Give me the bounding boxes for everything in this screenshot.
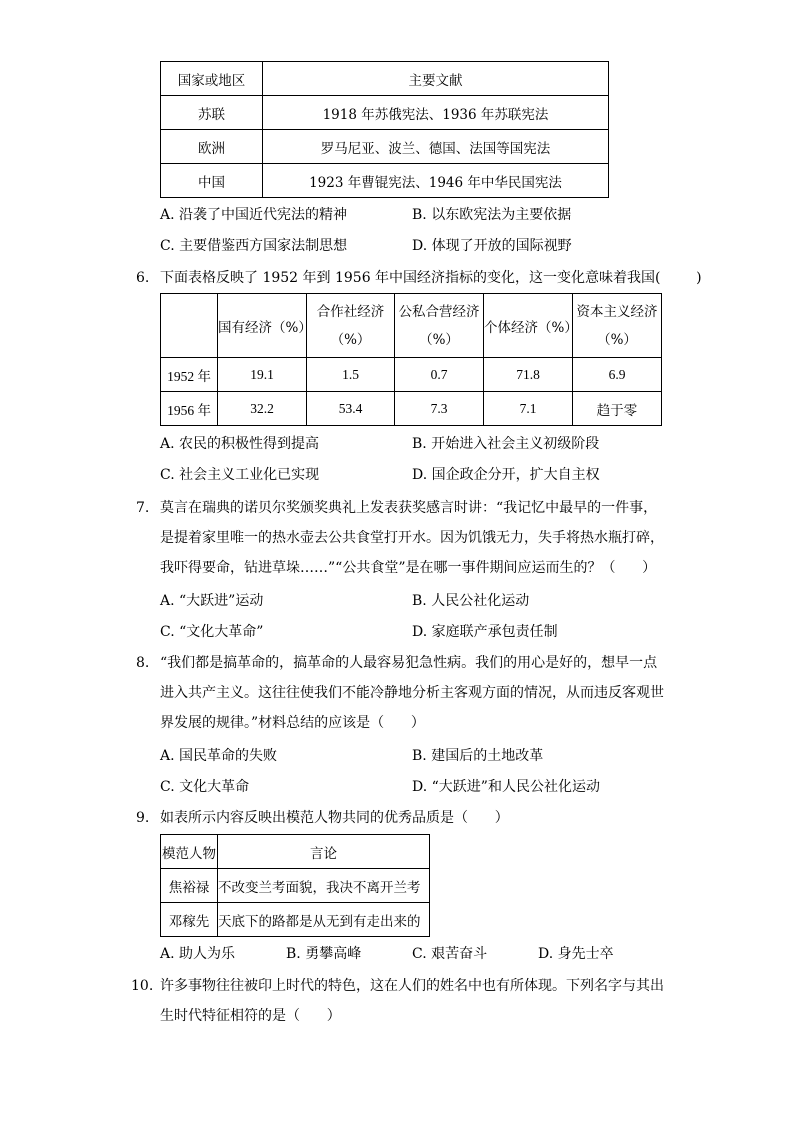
q6-table-cell: 趋于零 xyxy=(573,392,662,426)
q9-number: 9. xyxy=(136,810,150,826)
q6-option-d: D. 国企政企分开，扩大自主权 xyxy=(412,467,600,483)
q5-option-c: C. 主要借鉴西方国家法制思想 xyxy=(160,238,348,254)
q6-table-cell: 53.4 xyxy=(307,392,395,426)
q8-option-d: D. “大跃进”和人民公社化运动 xyxy=(412,779,600,795)
q6-table-header: 公私合营经济 （%） xyxy=(395,294,484,358)
q5-table-cell: 罗马尼亚、波兰、德国、法国等国宪法 xyxy=(263,130,609,164)
q6-row-year: 1952 年 xyxy=(161,358,218,392)
q7-number: 7. xyxy=(136,500,150,516)
q7-option-c: C. “文化大革命” xyxy=(160,624,264,640)
q8-option-a: A. 国民革命的失败 xyxy=(160,748,278,764)
q5-table-cell: 苏联 xyxy=(161,96,263,130)
q5-table-cell: 1923 年曹锟宪法、1946 年中华民国宪法 xyxy=(263,164,609,198)
q6-table-cell: 71.8 xyxy=(484,358,573,392)
q6-stem: 下面表格反映了 1952 年到 1956 年中国经济指标的变化，这一变化意味着我国( ) xyxy=(160,270,702,286)
q7-option-b: B. 人民公社化运动 xyxy=(412,593,530,609)
q6-table-cell: 32.2 xyxy=(218,392,307,426)
q10-stem-line: 生时代特征相符的是（ ） xyxy=(160,1008,341,1024)
q6-option-a: A. 农民的积极性得到提高 xyxy=(160,436,320,452)
q9-option-b: B. 勇攀高峰 xyxy=(286,946,362,962)
q6-option-b: B. 开始进入社会主义初级阶段 xyxy=(412,436,600,452)
q6-table-cell: 7.3 xyxy=(395,392,484,426)
q6-table-cell: 1.5 xyxy=(307,358,395,392)
q9-model-figures-table xyxy=(160,834,430,937)
q6-table-cell: 19.1 xyxy=(218,358,307,392)
q5-table-header-documents: 主要文献 xyxy=(263,62,609,96)
q6-table-cell: 0.7 xyxy=(395,358,484,392)
q8-stem-line: “我们都是搞革命的，搞革命的人最容易犯急性病。我们的用心是好的，想早一点 xyxy=(160,655,658,671)
q7-option-d: D. 家庭联产承包责任制 xyxy=(412,624,558,640)
q8-option-b: B. 建国后的土地改革 xyxy=(412,748,544,764)
q9-option-a: A. 助人为乐 xyxy=(160,946,236,962)
q8-stem-line: 进入共产主义。这往往使我们不能冷静地分析主客观方面的情况，从而违反客观世 xyxy=(160,685,664,701)
q5-table-cell: 欧洲 xyxy=(161,130,263,164)
q9-table-cell: 焦裕禄 xyxy=(161,869,218,903)
q10-number: 10. xyxy=(131,978,154,994)
q5-table-header-region: 国家或地区 xyxy=(161,62,263,96)
q6-number: 6. xyxy=(136,270,150,286)
q9-table-cell: 天底下的路都是从无到有走出来的 xyxy=(218,903,430,937)
q8-number: 8. xyxy=(136,655,150,671)
q9-stem: 如表所示内容反映出模范人物共同的优秀品质是（ ） xyxy=(160,810,509,826)
q6-table-header: 资本主义经济 （%） xyxy=(573,294,662,358)
q7-option-a: A. “大跃进”运动 xyxy=(160,593,264,609)
q6-table-header: 个体经济（%） xyxy=(484,294,573,358)
q5-option-b: B. 以东欧宪法为主要依据 xyxy=(412,207,572,223)
q9-table-cell: 邓稼先 xyxy=(161,903,218,937)
q9-table-header-figure: 模范人物 xyxy=(161,835,218,869)
q8-stem-line: 界发展的规律。”材料总结的应该是（ ） xyxy=(160,715,425,731)
q7-stem-line: 是提着家里唯一的热水壶去公共食堂打开水。因为饥饿无力，失手将热水瓶打碎， xyxy=(160,530,664,546)
q5-option-a: A. 沿袭了中国近代宪法的精神 xyxy=(160,207,348,223)
q9-table-header-quote: 言论 xyxy=(218,835,430,869)
q6-table-header: 国有经济（%） xyxy=(218,294,307,358)
q10-stem-line: 许多事物往往被印上时代的特色，这在人们的姓名中也有所体现。下列名字与其出 xyxy=(160,978,664,994)
q6-row-year: 1956 年 xyxy=(161,392,218,426)
q9-table-cell: 不改变兰考面貌，我决不离开兰考 xyxy=(218,869,430,903)
q5-table xyxy=(160,61,609,198)
q9-option-d: D. 身先士卒 xyxy=(538,946,614,962)
q5-option-d: D. 体现了开放的国际视野 xyxy=(412,238,572,254)
q6-economy-table xyxy=(160,293,662,426)
q5-table-cell: 中国 xyxy=(161,164,263,198)
q9-option-c: C. 艰苦奋斗 xyxy=(412,946,488,962)
q6-table-header: 合作社经济 （%） xyxy=(307,294,395,358)
q6-table-cell: 6.9 xyxy=(573,358,662,392)
q8-option-c: C. 文化大革命 xyxy=(160,779,250,795)
q7-stem-line: 莫言在瑞典的诺贝尔奖颁奖典礼上发表获奖感言时讲：“我记忆中最早的一件事， xyxy=(160,500,658,516)
q6-table-corner xyxy=(161,294,218,358)
q6-table-cell: 7.1 xyxy=(484,392,573,426)
q6-option-c: C. 社会主义工业化已实现 xyxy=(160,467,320,483)
q5-table-cell: 1918 年苏俄宪法、1936 年苏联宪法 xyxy=(263,96,609,130)
q7-stem-line: 我吓得要命，钻进草垛……”“公共食堂”是在哪一事件期间应运而生的？（ ） xyxy=(160,560,657,576)
